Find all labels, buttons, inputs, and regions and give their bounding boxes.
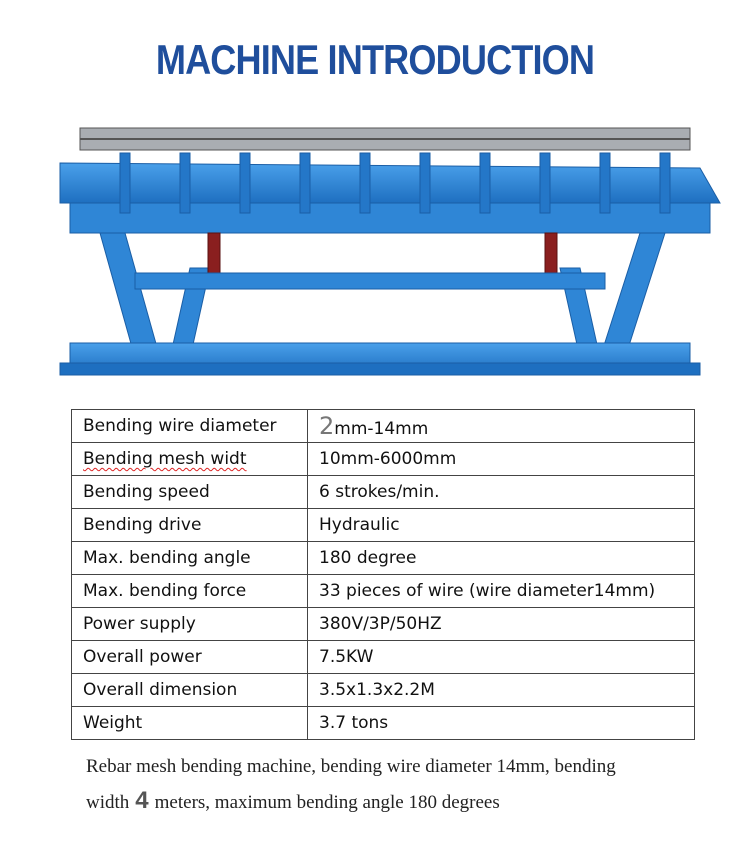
table-row [72,707,695,740]
spec-label: Max. bending angle [72,542,308,575]
table-row [72,575,695,608]
spec-label: Overall power [72,641,308,674]
spec-value-text: mm-14mm [334,419,429,439]
spec-label: Bending speed [72,476,308,509]
caption-line-2-post: meters, maximum bending angle 180 degrees [154,792,500,813]
spec-value [308,410,695,443]
caption-width-number: 4 [135,787,149,814]
spec-label [72,443,308,476]
caption-line-1: Rebar mesh bending machine, bending wire diameter 14mm, bending [86,756,616,777]
spec-label: Bending drive [72,509,308,542]
table-row [72,443,695,476]
spec-value: 33 pieces of wire (wire diameter14mm) [308,575,695,608]
spec-value: Hydraulic [308,509,695,542]
machine-image [40,108,730,398]
caption-line-2 [86,784,726,820]
spec-label-text: Bending mesh widt [83,449,247,469]
table-row [72,509,695,542]
table-row [72,674,695,707]
table-row [72,410,695,443]
spec-label: Bending wire diameter [72,410,308,443]
table-row [72,542,695,575]
spec-value: 3.7 tons [308,707,695,740]
table-row [72,641,695,674]
spec-value: 6 strokes/min. [308,476,695,509]
spec-value: 180 degree [308,542,695,575]
caption-line-2-pre: width [86,792,130,813]
caption [86,750,726,820]
table-row [72,608,695,641]
table-row [72,476,695,509]
spec-value: 380V/3P/50HZ [308,608,695,641]
spec-label: Weight [72,707,308,740]
spec-label: Max. bending force [72,575,308,608]
spec-label: Power supply [72,608,308,641]
page-title: MACHINE INTRODUCTION [155,36,595,83]
spec-value-prefix: 2 [319,412,335,440]
spec-label: Overall dimension [72,674,308,707]
spec-value: 3.5x1.3x2.2M [308,674,695,707]
spec-value: 7.5KW [308,641,695,674]
spec-table [71,409,695,740]
spec-value: 10mm-6000mm [308,443,695,476]
